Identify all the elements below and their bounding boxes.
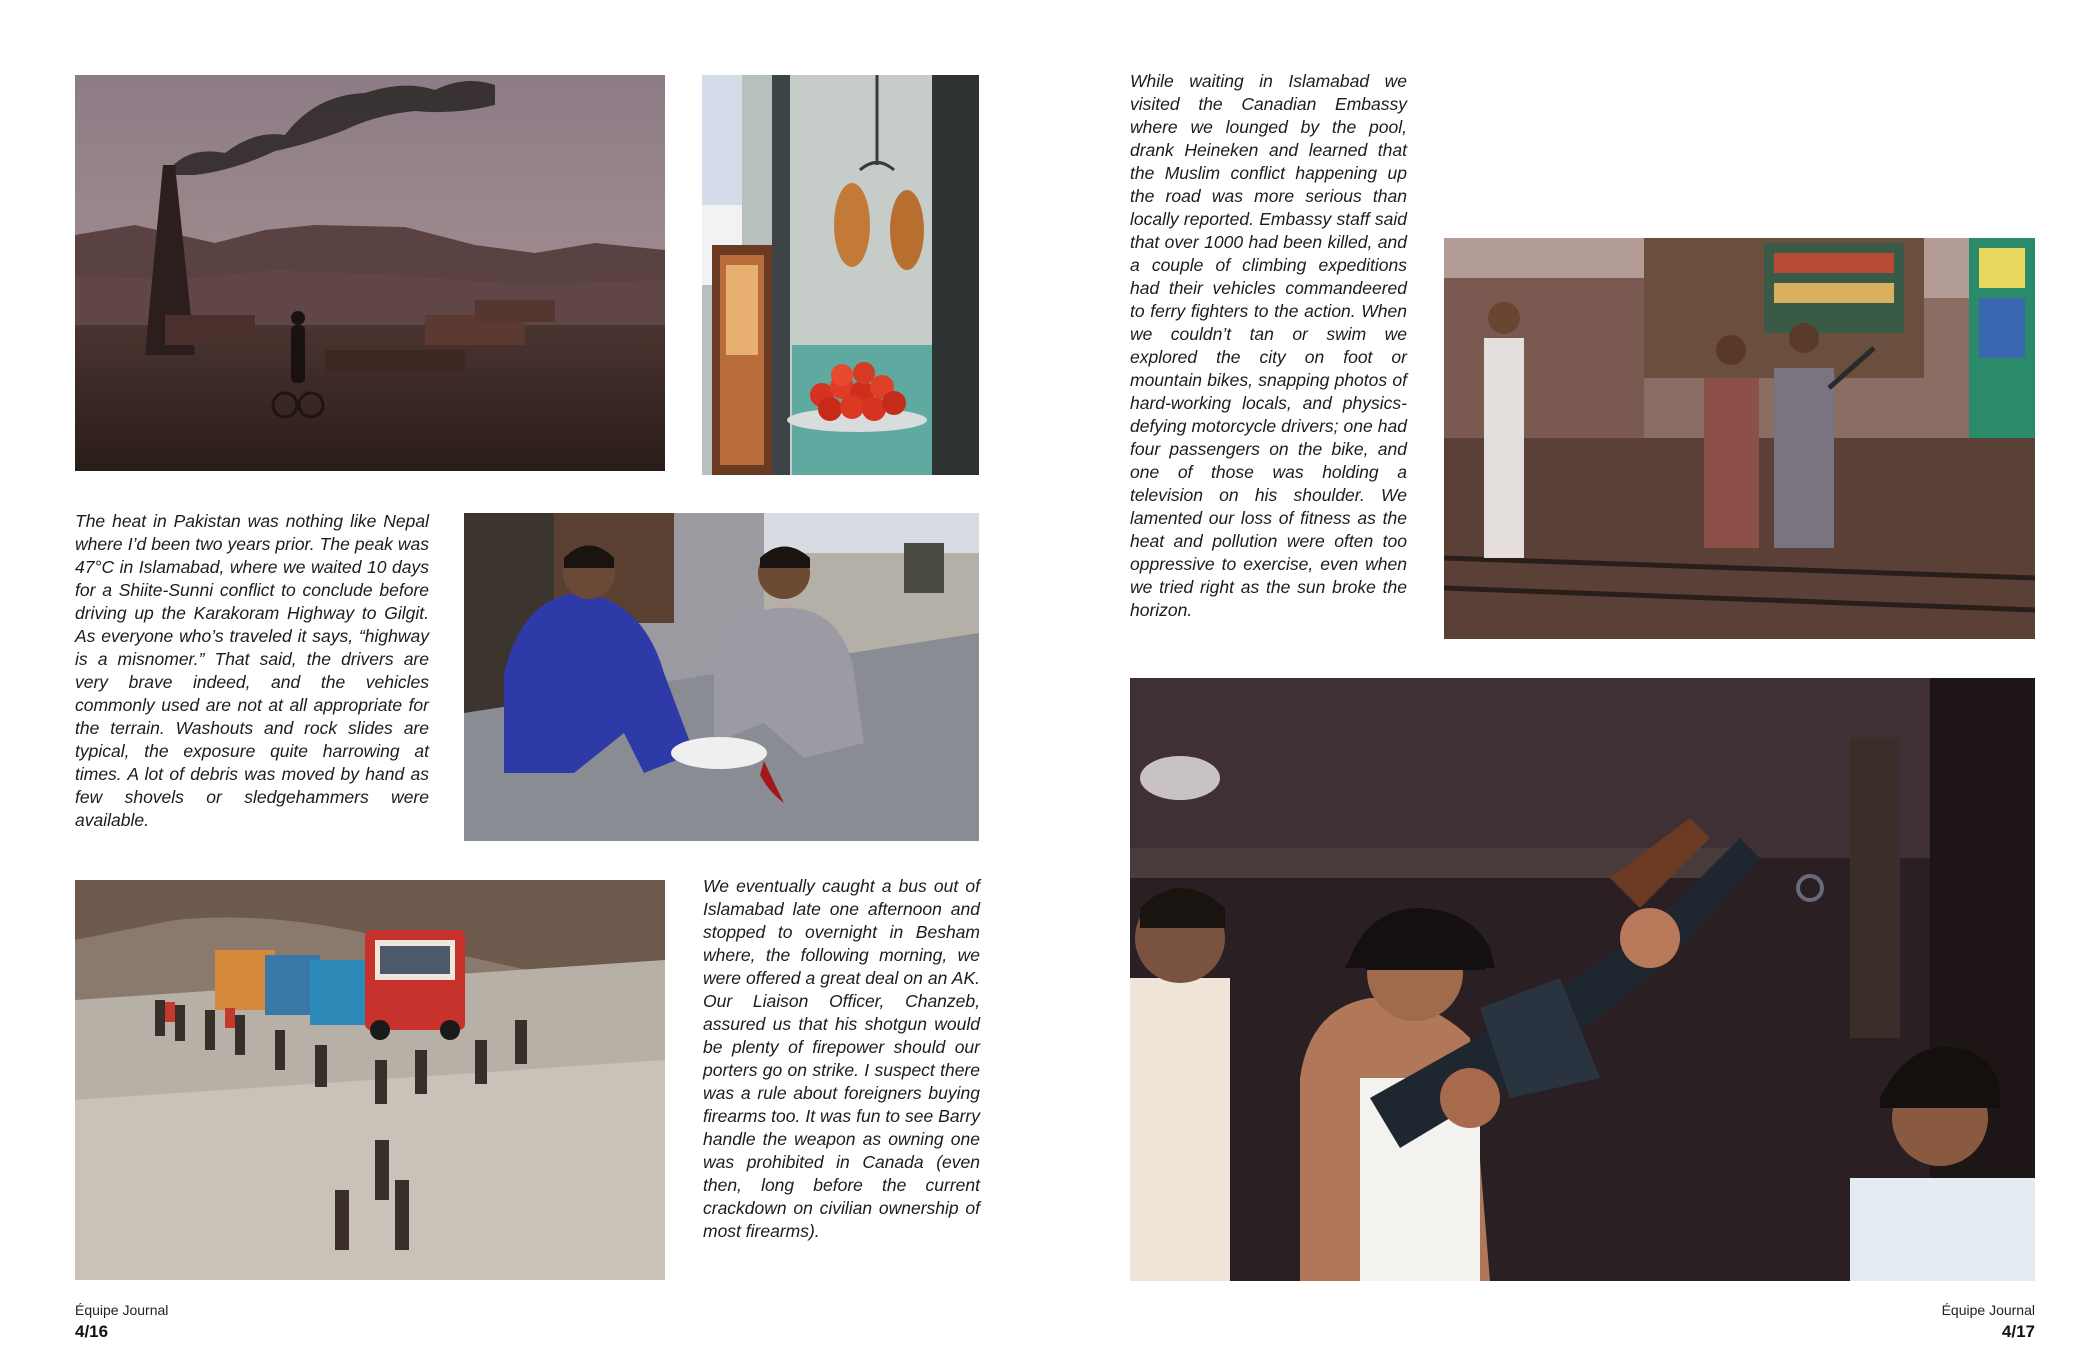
body-paragraph-heat: The heat in Pakistan was nothing like Nepal where I’d been two years prior. The peak was 47°C in Islamabad, where we waited 10 days for a Shiite-Sunni conflict to conclude before driving up the Karakoram Highway to Gilgit. As everyone who’s traveled it says, “highway is a misnomer.” That said, the drivers are very brave indeed, and the vehicles commonly used are not at all appropriate for the terrain. Washouts and rock slides are typical, the exposure quite harrowing at times. A lot of debris was moved by hand as few shovels or sledgehammers were available. (75, 511, 429, 830)
photo-rifle-shop (1130, 678, 2035, 1281)
body-paragraph-embassy: While waiting in Islamabad we visited the Canadian Embassy where we lounged by the pool, drank Heineken and learned that the Muslim conflict happening up the road was more serious than locally reported. Embassy staff said that over 1000 had been killed, and a couple of climbing expeditions had their vehicles commandeered to ferry fighters to the action. When we couldn’t tan or swim we explored the city on foot or mountain bikes, snapping photos of hard-working locals, and physics-defying motorcycle drivers; one had four passengers on the bike, and one of those was holding a television on his shoulder. We lamented our loss of fitness as the heat and pollution were often too oppressive to exercise, even when we tried right as the sun broke the horizon. (1130, 71, 1407, 620)
page-number-right: 4/17 (2001, 1322, 2035, 1341)
photo-butcher-shop (702, 75, 979, 475)
footer-publication-left: Équipe Journal (75, 1302, 169, 1318)
footer-publication-right: Équipe Journal (1941, 1302, 2035, 1318)
photo-chicken-slaughter (464, 513, 979, 841)
photo-brick-kiln (75, 75, 665, 471)
page-number-left: 4/16 (75, 1322, 109, 1341)
body-paragraph-bus: We eventually caught a bus out of Islamabad late one afternoon and stopped to overnight in Besham where, the following morning, we were offered a great deal on an AK. Our Liaison Officer, Chanzeb, assured us that his shotgun would be plenty of firepower should our porters go on strike. I suspect there was a rule about foreigners buying firearms too. It was fun to see Barry handle the weapon as owning one was prohibited in Canada (even then, long before the current crackdown on civilian ownership of most firearms). (703, 876, 980, 1241)
photo-truck-loading (1444, 238, 2035, 639)
photo-landslide-road (75, 880, 665, 1280)
